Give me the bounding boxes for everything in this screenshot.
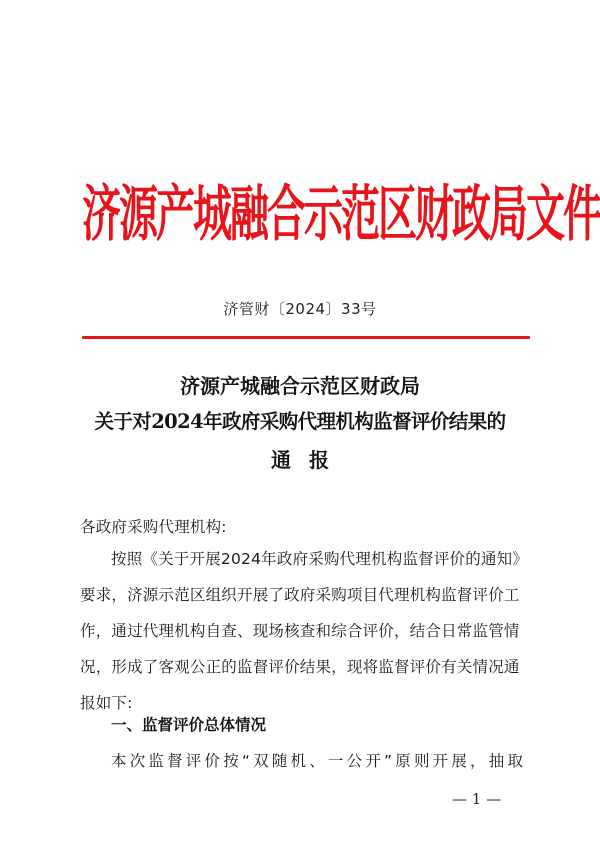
section-text-line: 本次监督评价按“双随机、一公开”原则开展，抽取 [111, 752, 527, 770]
title-line-2: 关于对2024年政府采购代理机构监督评价结果的 [94, 410, 506, 433]
title-line-3: 通报 [271, 448, 347, 472]
paragraph-line: 按照《关于开展2024年政府采购代理机构监督评价的通知》 [111, 550, 529, 568]
document-number: 济管财〔2024〕33号 [223, 300, 377, 318]
paragraph-line: 要求，济源示范区组织开展了政府采购项目代理机构监督评价工 [80, 586, 520, 604]
page-number: — 1 — [452, 790, 502, 808]
paragraph-line: 报如下: [80, 694, 133, 712]
issuer-header: 济源产城融合示范区财政局文件 [82, 180, 600, 251]
section-heading: 一、监督评价总体情况 [111, 716, 267, 734]
paragraph-line: 况，形成了客观公正的监督评价结果，现将监督评价有关情况通 [80, 658, 520, 676]
title-line-1: 济源产城融合示范区财政局 [180, 374, 420, 398]
salutation: 各政府采购代理机构: [80, 518, 227, 536]
red-separator-line [82, 336, 530, 339]
paragraph-line: 作，通过代理机构自查、现场核查和综合评价，结合日常监管情 [80, 622, 520, 640]
